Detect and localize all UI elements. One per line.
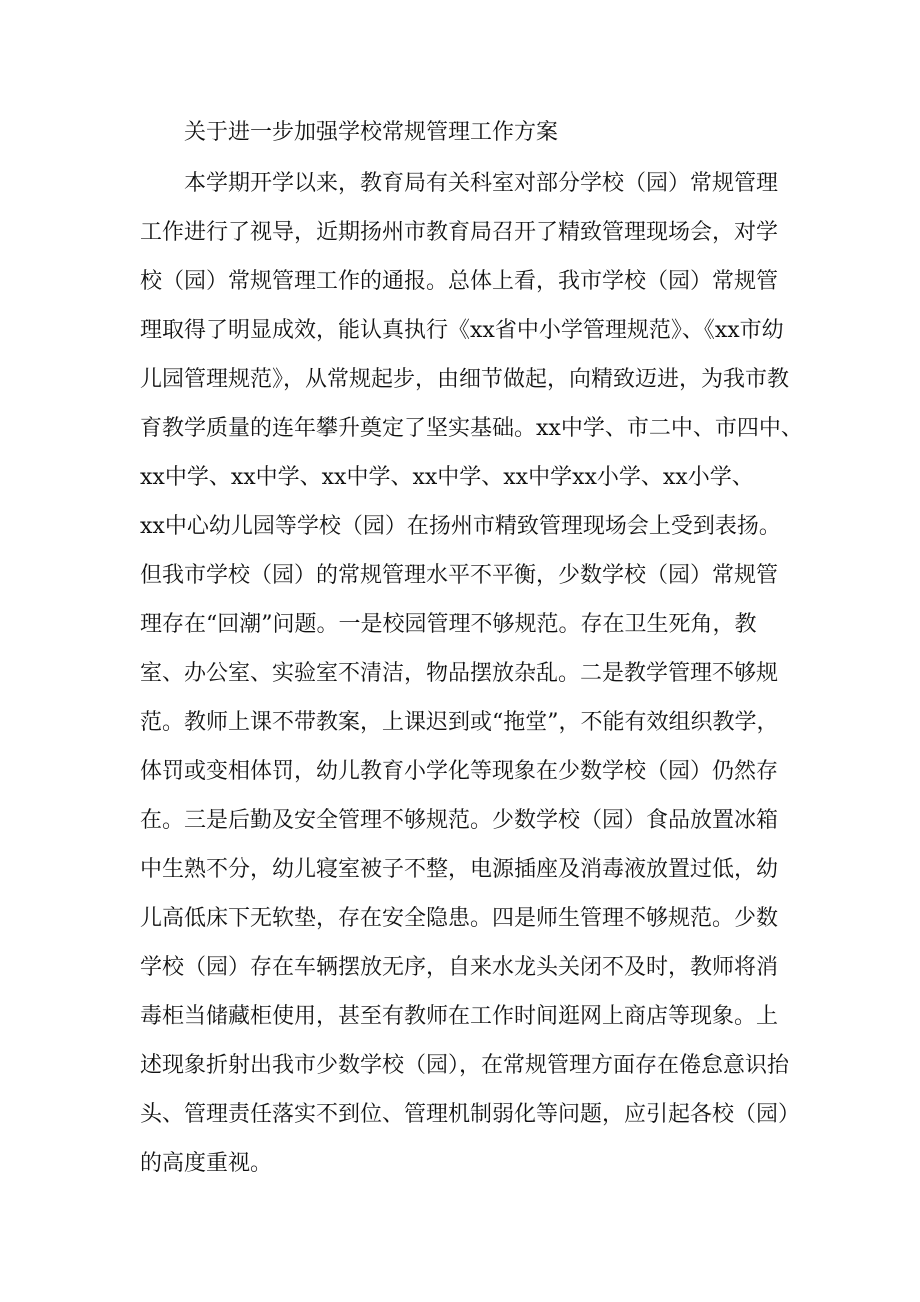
paragraph-line: 理存在“回潮”问题。一是校园管理不够规范。存在卫生死角，教 [140, 612, 757, 637]
paragraph-line: 室、办公室、实验室不清洁，物品摆放杂乱。二是教学管理不够规 [140, 661, 779, 686]
paragraph-line: 本学期开学以来，教育局有关科室对部分学校（园）常规管理 [184, 171, 779, 196]
paragraph-line: 的高度重视。 [140, 1151, 273, 1176]
paragraph-line: 儿园管理规范》，从常规起步，由细节做起，向精致迈进，为我市教 [140, 367, 790, 392]
paragraph-line: 校（园）常规管理工作的通报。总体上看，我市学校（园）常规管 [140, 269, 779, 294]
paragraph-line: 学校（园）存在车辆摆放无序，自来水龙头关闭不及时，教师将消 [140, 955, 779, 980]
paragraph-line: 儿高低床下无软垫，存在安全隐患。四是师生管理不够规范。少数 [140, 906, 779, 931]
paragraph-line: 述现象折射出我市少数学校（园），在常规管理方面存在倦怠意识抬 [140, 1053, 790, 1078]
paragraph-line: 毒柜当储藏柜使用，甚至有教师在工作时间逛网上商店等现象。上 [140, 1004, 779, 1029]
document-title: 关于进一步加强学校常规管理工作方案 [184, 120, 559, 145]
paragraph-line: xx中心幼儿园等学校（园）在扬州市精致管理现场会上受到表扬。 [140, 514, 781, 539]
paragraph-line: 理取得了明显成效，能认真执行《xx省中小学管理规范》、《xx市幼 [140, 318, 784, 343]
paragraph-line: 范。教师上课不带教案，上课迟到或“拖堂”，不能有效组织教学， [140, 710, 779, 735]
paragraph-line: 工作进行了视导，近期扬州市教育局召开了精致管理现场会，对学 [140, 220, 779, 245]
paragraph-line: 头、管理责任落实不到位、管理机制弱化等问题，应引起各校（园） [140, 1102, 801, 1127]
paragraph-line: xx中学、xx中学、xx中学、xx中学、xx中学xx小学、xx小学、 [140, 465, 754, 490]
paragraph-line: 但我市学校（园）的常规管理水平不平衡，少数学校（园）常规管 [140, 563, 779, 588]
paragraph-line: 育教学质量的连年攀升奠定了坚实基础。xx中学、市二中、市四中、 [140, 416, 803, 441]
paragraph-line: 在。三是后勤及安全管理不够规范。少数学校（园）食品放置冰箱 [140, 808, 779, 833]
paragraph-line: 中生熟不分，幼儿寝室被子不整，电源插座及消毒液放置过低，幼 [140, 857, 779, 882]
paragraph-line: 体罚或变相体罚，幼儿教育小学化等现象在少数学校（园）仍然存 [140, 759, 779, 784]
